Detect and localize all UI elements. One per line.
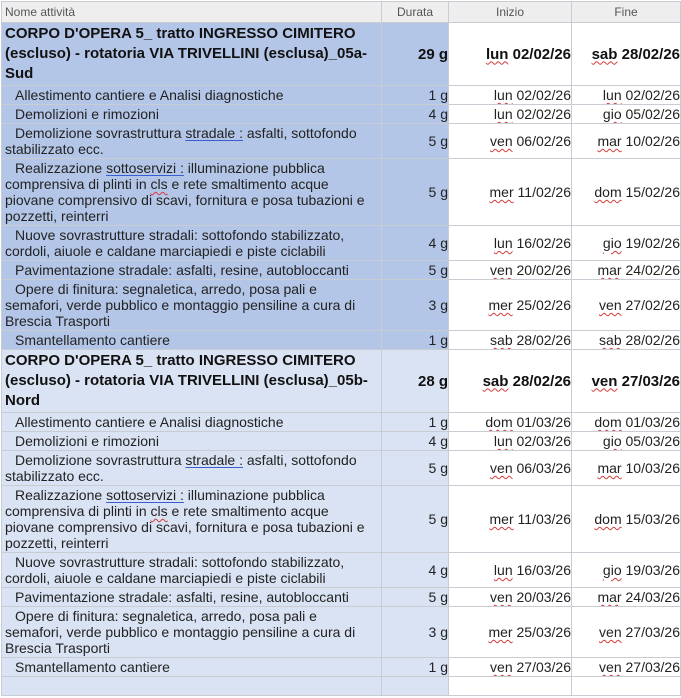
start-date-cell-weekday: lun — [493, 87, 513, 103]
start-date-cell[interactable] — [449, 261, 572, 280]
task-name[interactable] — [2, 553, 382, 588]
start-date-cell-date: 02/02/26 — [512, 45, 571, 63]
task-row[interactable] — [2, 607, 681, 658]
task-name-indent — [5, 332, 170, 348]
task-name-link: sottoservizi : — [106, 160, 184, 176]
task-name-part: Smantellamento cantiere — [15, 332, 170, 348]
task-name-part: asfalti, sottofondo stabilizzato ecc. — [5, 125, 357, 157]
end-date-cell[interactable] — [572, 607, 681, 658]
start-date-cell-date: 02/02/26 — [516, 106, 571, 122]
duration-value: 28 g — [417, 372, 448, 390]
start-date-cell-date: 28/02/26 — [516, 332, 571, 348]
end-date-cell-weekday: gio — [602, 433, 622, 449]
duration-value: 4 g — [428, 106, 448, 122]
task-row[interactable] — [2, 105, 681, 124]
duration-value: 4 g — [428, 562, 448, 578]
start-date-cell-weekday: ven — [490, 133, 513, 149]
duration-value: 5 g — [428, 184, 448, 200]
duration-cell[interactable] — [382, 280, 449, 331]
end-date-cell[interactable] — [572, 124, 681, 159]
task-name-part: Demolizione sovrastruttura — [15, 452, 186, 468]
task-name-part: Allestimento cantiere e Analisi diagnostiche — [15, 414, 284, 430]
task-name-part: Realizzazione — [15, 487, 107, 503]
gantt-body — [2, 23, 681, 696]
duration-cell[interactable] — [382, 86, 449, 105]
end-date-cell-date: 05/02/26 — [625, 106, 680, 122]
task-name-indent — [5, 414, 284, 430]
end-date-cell[interactable] — [572, 226, 681, 261]
start-date-cell[interactable] — [449, 658, 572, 677]
duration-value: 5 g — [428, 511, 448, 527]
task-name-text — [5, 160, 378, 224]
task-name-part: Allestimento cantiere e Analisi diagnostiche — [15, 87, 284, 103]
end-date-cell[interactable] — [572, 588, 681, 607]
task-name[interactable] — [2, 486, 382, 553]
start-date-cell-date: 16/03/26 — [516, 562, 571, 578]
task-name[interactable] — [2, 413, 382, 432]
task-name-text — [5, 87, 378, 103]
start-date-cell-weekday: lun — [493, 433, 513, 449]
start-date-cell-date: 11/02/26 — [517, 184, 571, 200]
end-date-cell-date: 15/02/26 — [625, 184, 680, 200]
end-date-cell[interactable] — [572, 350, 681, 413]
task-name-indent — [5, 281, 355, 329]
duration-value: 1 g — [428, 414, 448, 430]
end-date-cell-weekday: mar — [597, 133, 622, 149]
column-header-duration[interactable]: Durata — [382, 2, 449, 23]
task-name[interactable] — [2, 658, 382, 677]
start-date-cell-date: 11/03/26 — [517, 511, 571, 527]
start-date-cell[interactable] — [449, 124, 572, 159]
end-date-cell-date: 24/03/26 — [625, 589, 680, 605]
task-name[interactable] — [2, 159, 382, 226]
end-date-cell[interactable] — [572, 331, 681, 350]
end-date-cell-weekday: ven — [599, 659, 622, 675]
end-date-cell-weekday: gio — [602, 562, 622, 578]
task-name-indent — [5, 125, 185, 141]
end-date-cell[interactable] — [572, 86, 681, 105]
start-date-cell[interactable] — [449, 607, 572, 658]
start-date-cell-date: 25/02/26 — [516, 297, 571, 313]
end-date-cell-weekday: dom — [594, 511, 622, 527]
duration-value: 5 g — [428, 460, 448, 476]
summary-name-text: CORPO D'OPERA 5_ tratto INGRESSO CIMITERO (escluso) - rotatoria VIA TRIVELLINI (esclusa)_05b-Nord — [5, 352, 368, 409]
task-row[interactable] — [2, 451, 681, 486]
task-name-part: Pavimentazione stradale: asfalti, resine, autobloccanti — [15, 262, 349, 278]
column-header-end[interactable]: Fine — [572, 2, 681, 23]
duration-cell[interactable] — [382, 607, 449, 658]
start-date-cell-date: 16/02/26 — [516, 235, 571, 251]
task-name-part: illuminazione pubblica comprensiva di plinti in — [5, 487, 325, 519]
task-name-text — [5, 659, 378, 675]
start-date-cell[interactable] — [449, 280, 572, 331]
start-date-cell-weekday: sab — [482, 372, 509, 390]
end-date-cell[interactable] — [572, 159, 681, 226]
start-date-cell-weekday: ven — [490, 460, 513, 476]
duration-cell[interactable] — [382, 350, 449, 413]
start-date-cell[interactable] — [449, 159, 572, 226]
end-date-cell[interactable] — [572, 413, 681, 432]
start-date-cell[interactable] — [449, 432, 572, 451]
start-date-cell-weekday: lun — [493, 235, 513, 251]
task-name[interactable] — [2, 261, 382, 280]
task-name-part: illuminazione pubblica comprensiva di plinti in — [5, 160, 325, 192]
duration-value: 5 g — [428, 589, 448, 605]
summary-row[interactable] — [2, 350, 681, 413]
start-date-cell[interactable] — [449, 86, 572, 105]
end-date-cell-weekday: gio — [602, 235, 622, 251]
task-name[interactable] — [2, 226, 382, 261]
start-date-cell[interactable] — [449, 331, 572, 350]
task-name-part: Demolizioni e rimozioni — [15, 106, 159, 122]
start-date-cell[interactable] — [449, 350, 572, 413]
task-name-part: Realizzazione — [15, 160, 107, 176]
task-row[interactable] — [2, 588, 681, 607]
task-name[interactable] — [2, 280, 382, 331]
duration-value: 3 g — [428, 624, 448, 640]
summary-task-name[interactable] — [2, 350, 382, 413]
task-name[interactable] — [2, 588, 382, 607]
summary-row[interactable] — [2, 23, 681, 86]
task-name-indent — [5, 608, 355, 656]
end-date-cell[interactable] — [572, 261, 681, 280]
task-name-link: cls — [150, 176, 168, 192]
task-row[interactable] — [2, 159, 681, 226]
task-name-indent — [5, 659, 170, 675]
task-name-indent — [5, 262, 349, 278]
task-name-part: Demolizione sovrastruttura — [15, 125, 186, 141]
task-row[interactable] — [2, 413, 681, 432]
task-row[interactable] — [2, 486, 681, 553]
end-date-cell-weekday: sab — [599, 332, 622, 348]
start-date-cell-weekday: mer — [488, 624, 513, 640]
start-date-cell-date: 28/02/26 — [512, 372, 571, 390]
duration-value: 5 g — [428, 262, 448, 278]
end-date-cell-weekday: gio — [602, 106, 622, 122]
duration-cell[interactable] — [382, 413, 449, 432]
task-name-text — [5, 125, 378, 157]
duration-value: 4 g — [428, 433, 448, 449]
end-date-cell-date: 15/03/26 — [625, 511, 680, 527]
start-date-cell-date: 27/03/26 — [516, 659, 571, 675]
end-date-cell-date: 28/02/26 — [625, 332, 680, 348]
start-date-cell-date: 02/02/26 — [516, 87, 571, 103]
end-date-cell-weekday: lun — [602, 87, 622, 103]
duration-cell[interactable] — [382, 124, 449, 159]
end-date-cell-date: 27/03/26 — [621, 372, 680, 390]
task-name-text — [5, 262, 378, 278]
task-row[interactable] — [2, 261, 681, 280]
start-date-cell-weekday: dom — [485, 414, 513, 430]
start-date-cell-weekday: mer — [489, 184, 514, 200]
task-name-indent — [5, 106, 159, 122]
end-date-cell-date: 10/02/26 — [625, 133, 680, 149]
task-name-indent — [5, 554, 344, 586]
task-name-indent — [5, 589, 349, 605]
task-name[interactable] — [2, 451, 382, 486]
duration-value: 5 g — [428, 133, 448, 149]
task-name-text — [5, 24, 378, 84]
duration-cell[interactable] — [382, 451, 449, 486]
task-name-part: Demolizioni e rimozioni — [15, 433, 159, 449]
task-name[interactable] — [2, 124, 382, 159]
task-name-part: Opere di finitura: segnaletica, arredo, posa pali e semafori, verde pubblico e montaggio pensiline a cura di Brescia Trasporti — [5, 608, 356, 656]
task-name-text — [5, 351, 378, 411]
summary-task-name[interactable] — [2, 23, 382, 86]
start-date-cell-date: 20/03/26 — [516, 589, 571, 605]
empty-cell[interactable] — [382, 677, 449, 696]
empty-cell[interactable] — [2, 677, 382, 696]
task-name-part: Opere di finitura: segnaletica, arredo, posa pali e semafori, verde pubblico e montaggio pensiline a cura di Brescia Trasporti — [5, 281, 356, 329]
end-date-cell-weekday: ven — [599, 297, 622, 313]
duration-cell[interactable] — [382, 23, 449, 86]
end-date-cell[interactable] — [572, 451, 681, 486]
duration-cell[interactable] — [382, 105, 449, 124]
task-name-text — [5, 554, 378, 586]
end-date-cell-date: 19/03/26 — [625, 562, 680, 578]
task-name-text — [5, 608, 378, 656]
start-date-cell[interactable] — [449, 588, 572, 607]
task-name-text — [5, 433, 378, 449]
start-date-cell-weekday: sab — [490, 332, 513, 348]
task-name-text — [5, 452, 378, 484]
task-name-part: asfalti, sottofondo stabilizzato ecc. — [5, 452, 357, 484]
task-name[interactable] — [2, 432, 382, 451]
task-name-link: stradale : — [185, 452, 243, 468]
end-date-cell-weekday: ven — [591, 372, 618, 390]
duration-value: 1 g — [428, 332, 448, 348]
task-name-link: stradale : — [185, 125, 243, 141]
start-date-cell-weekday: ven — [490, 262, 513, 278]
end-date-cell-weekday: mar — [597, 589, 622, 605]
task-name-part: Pavimentazione stradale: asfalti, resine, autobloccanti — [15, 589, 349, 605]
end-date-cell[interactable] — [572, 105, 681, 124]
start-date-cell-date: 25/03/26 — [516, 624, 571, 640]
gantt-table — [1, 1, 681, 696]
empty-cell[interactable] — [449, 677, 572, 696]
end-date-cell[interactable] — [572, 486, 681, 553]
empty-row[interactable] — [2, 677, 681, 696]
task-name-link: cls — [150, 503, 168, 519]
start-date-cell-weekday: lun — [485, 45, 509, 63]
start-date-cell-weekday: mer — [489, 511, 514, 527]
task-name-indent — [5, 227, 344, 259]
start-date-cell-weekday: lun — [493, 562, 513, 578]
end-date-cell-date: 27/03/26 — [625, 659, 680, 675]
duration-cell[interactable] — [382, 432, 449, 451]
task-name-indent — [5, 87, 284, 103]
task-name-text — [5, 281, 378, 329]
duration-cell[interactable] — [382, 553, 449, 588]
task-name[interactable] — [2, 607, 382, 658]
end-date-cell-weekday: ven — [599, 624, 622, 640]
duration-cell[interactable] — [382, 226, 449, 261]
task-row[interactable] — [2, 280, 681, 331]
duration-value: 1 g — [428, 87, 448, 103]
duration-cell[interactable] — [382, 588, 449, 607]
end-date-cell-date: 24/02/26 — [625, 262, 680, 278]
task-name-indent — [5, 433, 159, 449]
task-row[interactable] — [2, 658, 681, 677]
start-date-cell-date: 06/03/26 — [516, 460, 571, 476]
empty-cell[interactable] — [572, 677, 681, 696]
start-date-cell-date: 20/02/26 — [516, 262, 571, 278]
start-date-cell[interactable] — [449, 451, 572, 486]
duration-value: 3 g — [428, 297, 448, 313]
start-date-cell[interactable] — [449, 105, 572, 124]
end-date-cell[interactable] — [572, 23, 681, 86]
end-date-cell[interactable] — [572, 553, 681, 588]
task-name-indent — [5, 487, 106, 503]
end-date-cell-weekday: sab — [591, 45, 618, 63]
start-date-cell-weekday: ven — [490, 589, 513, 605]
summary-name-text: CORPO D'OPERA 5_ tratto INGRESSO CIMITERO (escluso) - rotatoria VIA TRIVELLINI (esclusa)_05a-Sud — [5, 25, 368, 82]
end-date-cell-date: 02/02/26 — [625, 87, 680, 103]
task-row[interactable] — [2, 432, 681, 451]
task-name-part: Nuove sovrastrutture stradali: sottofondo stabilizzato, cordoli, aiuole e caldane marciapiedi e piste ciclabili — [5, 554, 345, 586]
task-name-text — [5, 414, 378, 430]
header-row — [2, 2, 681, 23]
duration-cell[interactable] — [382, 159, 449, 226]
end-date-cell[interactable] — [572, 280, 681, 331]
duration-value: 4 g — [428, 235, 448, 251]
start-date-cell[interactable] — [449, 553, 572, 588]
start-date-cell[interactable] — [449, 413, 572, 432]
duration-value: 29 g — [417, 45, 448, 63]
end-date-cell-weekday: mar — [597, 262, 622, 278]
end-date-cell[interactable] — [572, 658, 681, 677]
task-row[interactable] — [2, 331, 681, 350]
task-name-text — [5, 487, 378, 551]
task-name[interactable] — [2, 105, 382, 124]
start-date-cell[interactable] — [449, 486, 572, 553]
end-date-cell-date: 01/03/26 — [625, 414, 680, 430]
duration-cell[interactable] — [382, 486, 449, 553]
start-date-cell-date: 01/03/26 — [516, 414, 571, 430]
end-date-cell-date: 27/03/26 — [625, 624, 680, 640]
start-date-cell[interactable] — [449, 226, 572, 261]
task-name-part: Nuove sovrastrutture stradali: sottofondo stabilizzato, cordoli, aiuole e caldane marciapiedi e piste ciclabili — [5, 227, 345, 259]
duration-cell[interactable] — [382, 658, 449, 677]
task-name-indent — [5, 452, 185, 468]
start-date-cell[interactable] — [449, 23, 572, 86]
end-date-cell-date: 28/02/26 — [621, 45, 680, 63]
start-date-cell-weekday: ven — [490, 659, 513, 675]
task-name-text — [5, 106, 378, 122]
end-date-cell-weekday: dom — [594, 184, 622, 200]
task-name-part: e rete smaltimento acque piovane comprensivo di scavi, fornitura e posa tubazioni e pozzetti, reinterri — [5, 503, 365, 551]
task-name-text — [5, 589, 378, 605]
task-row[interactable] — [2, 86, 681, 105]
task-row[interactable] — [2, 553, 681, 588]
column-header-name[interactable]: Nome attività — [2, 2, 382, 23]
end-date-cell-date: 27/02/26 — [625, 297, 680, 313]
task-row[interactable] — [2, 226, 681, 261]
task-name-text — [5, 332, 378, 348]
duration-cell[interactable] — [382, 261, 449, 280]
task-name[interactable] — [2, 331, 382, 350]
start-date-cell-weekday: lun — [493, 106, 513, 122]
end-date-cell-weekday: mar — [597, 460, 622, 476]
task-name-part: Smantellamento cantiere — [15, 659, 170, 675]
end-date-cell-date: 10/03/26 — [625, 460, 680, 476]
end-date-cell-weekday: dom — [594, 414, 622, 430]
start-date-cell-date: 06/02/26 — [516, 133, 571, 149]
task-name-indent — [5, 160, 106, 176]
start-date-cell-date: 02/03/26 — [516, 433, 571, 449]
task-name-text — [5, 227, 378, 259]
end-date-cell-date: 05/03/26 — [625, 433, 680, 449]
column-header-start[interactable]: Inizio — [449, 2, 572, 23]
task-name-link: sottoservizi : — [106, 487, 184, 503]
task-name-part: e rete smaltimento acque piovane comprensivo di scavi, fornitura e posa tubazioni e pozzetti, reinterri — [5, 176, 365, 224]
duration-cell[interactable] — [382, 331, 449, 350]
task-name[interactable] — [2, 86, 382, 105]
end-date-cell-date: 19/02/26 — [625, 235, 680, 251]
start-date-cell-weekday: mer — [488, 297, 513, 313]
task-row[interactable] — [2, 124, 681, 159]
duration-value: 1 g — [428, 659, 448, 675]
end-date-cell[interactable] — [572, 432, 681, 451]
